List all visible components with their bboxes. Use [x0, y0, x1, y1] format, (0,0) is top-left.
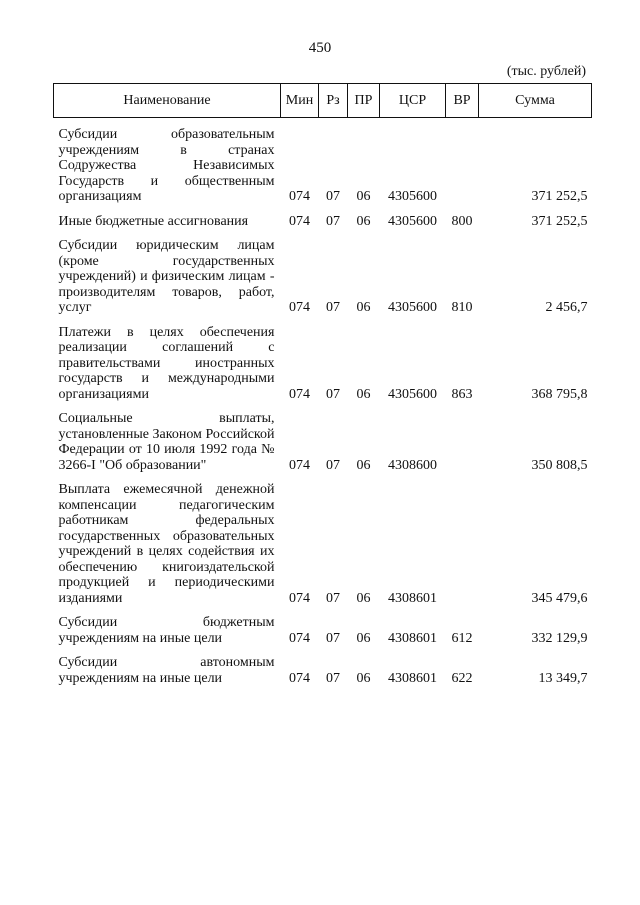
row-sum: 332 129,9: [531, 630, 588, 646]
header-vr: ВР: [446, 84, 479, 118]
row-vr: 800: [451, 213, 473, 229]
row-csr: 4308601: [388, 670, 437, 686]
row-name-text: Выплата ежемесячной денежной компенсации педагогическим работникам федеральных государственных образовательных учреждений в целях содействия их обеспечению книгоиздательской продукцией и периодическими изданиями: [58, 482, 275, 606]
row-csr: 4305600: [388, 386, 437, 402]
row-pr: 06: [356, 386, 371, 402]
row-csr: 4308601: [388, 630, 437, 646]
row-rz: 07: [326, 300, 340, 315]
row-name-text: Субсидии бюджетным учреждениям на иные цели: [58, 615, 275, 646]
row-name: [54, 473, 281, 606]
row-pr: 06: [356, 189, 371, 204]
row-min: 074: [289, 213, 310, 229]
row-pr: 06: [356, 300, 371, 315]
row-vr: [446, 118, 479, 205]
row-vr: 612: [451, 630, 473, 646]
row-name-text: Социальные выплаты, установленные Законом Российской Федерации от 10 июля 1992 года № 3266-I "Об образовании": [58, 411, 275, 473]
row-min: 074: [289, 630, 310, 646]
row-pr: 06: [356, 670, 371, 686]
table-row: [54, 118, 592, 205]
table-row: [54, 205, 592, 230]
table-row: [54, 402, 592, 473]
row-vr: 810: [451, 300, 473, 315]
row-name: [54, 205, 281, 230]
table-row: [54, 316, 592, 403]
row-csr: 4305600: [388, 189, 437, 204]
table-row: [54, 606, 592, 646]
row-sum: 2 456,7: [545, 300, 588, 315]
row-rz: 07: [326, 213, 340, 229]
header-min: Мин: [281, 84, 319, 118]
row-name-text: Субсидии образовательным учреждениям в странах Содружества Независимых Государств и общественным организациям: [58, 127, 275, 204]
row-name: [54, 229, 281, 316]
row-name-text: Иные бюджетные ассигнования: [58, 213, 249, 229]
row-sum: 368 795,8: [531, 386, 588, 402]
row-rz: 07: [326, 590, 340, 606]
row-vr: [446, 402, 479, 473]
row-name: [54, 646, 281, 686]
header-pr: ПР: [348, 84, 380, 118]
row-rz: 07: [326, 386, 340, 402]
table-row: [54, 646, 592, 686]
header-csr: ЦСР: [380, 84, 446, 118]
header-rz: Рз: [319, 84, 348, 118]
row-vr: 622: [451, 670, 473, 686]
row-name: [54, 606, 281, 646]
row-vr: 863: [451, 386, 473, 402]
table-header-row: [54, 84, 592, 118]
budget-table: [53, 83, 592, 686]
row-name: [54, 402, 281, 473]
header-name: Наименование: [54, 84, 281, 118]
row-sum: 371 252,5: [531, 189, 588, 204]
table-row: [54, 229, 592, 316]
row-pr: 06: [356, 630, 371, 646]
row-min: 074: [289, 590, 310, 606]
row-pr: 06: [356, 457, 371, 473]
header-sum: Сумма: [479, 84, 592, 118]
row-sum: 345 479,6: [531, 590, 588, 606]
row-name: [54, 316, 281, 403]
row-min: 074: [289, 300, 310, 315]
row-name-text: Платежи в целях обеспечения реализации соглашений с правительствами иностранных государств и международными организациями: [58, 324, 275, 402]
row-min: 074: [289, 670, 310, 686]
row-vr: [446, 473, 479, 606]
page-number: 450: [308, 40, 332, 56]
row-sum: 13 349,7: [538, 670, 588, 686]
row-rz: 07: [326, 670, 340, 686]
row-rz: 07: [326, 457, 340, 473]
row-sum: 371 252,5: [531, 213, 588, 229]
row-pr: 06: [356, 590, 371, 606]
row-min: 074: [289, 189, 310, 204]
row-min: 074: [289, 457, 310, 473]
row-sum: 350 808,5: [531, 457, 588, 473]
row-min: 074: [289, 386, 310, 402]
units-label: (тыс. рублей): [506, 64, 586, 79]
row-name-text: Субсидии автономным учреждениям на иные цели: [58, 655, 275, 686]
row-csr: 4305600: [388, 300, 437, 315]
row-name-text: Субсидии юридическим лицам (кроме государственных учреждений) и физическим лицам - производителям товаров, работ, услуг: [58, 238, 275, 315]
row-csr: 4308600: [388, 457, 437, 473]
row-rz: 07: [326, 189, 340, 204]
row-rz: 07: [326, 630, 340, 646]
table-row: [54, 473, 592, 606]
row-pr: 06: [356, 213, 371, 229]
row-csr: 4305600: [388, 213, 437, 229]
row-name: [54, 118, 281, 205]
row-csr: 4308601: [388, 590, 437, 606]
